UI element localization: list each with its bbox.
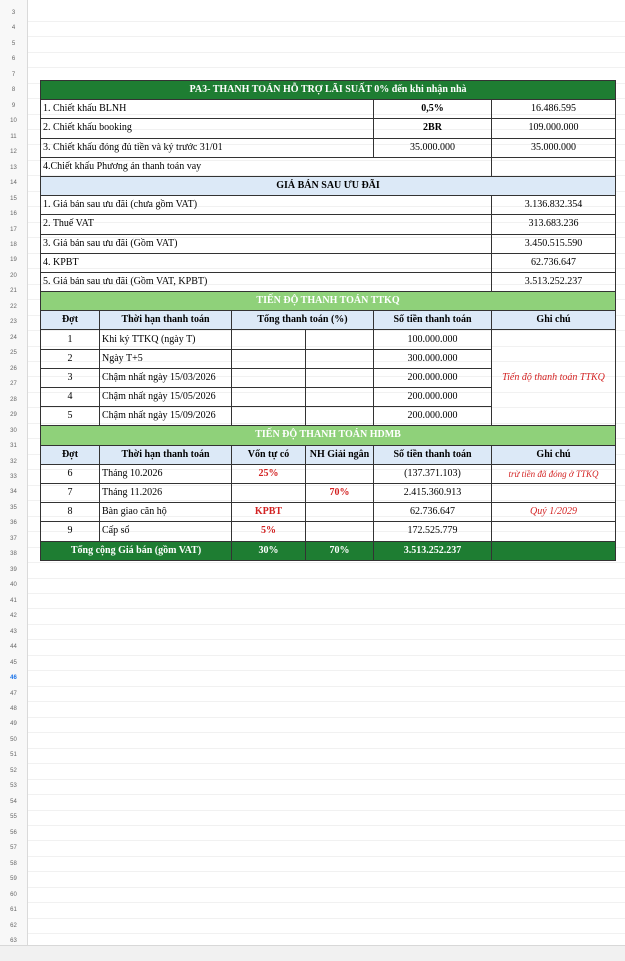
hdmb-term[interactable]: Tháng 11.2026 xyxy=(100,483,232,502)
row-gridline xyxy=(28,21,625,22)
ttkq-dot[interactable]: 3 xyxy=(41,368,100,387)
ttkq-dot[interactable]: 5 xyxy=(41,407,100,426)
row-gridline xyxy=(28,871,625,872)
col-header-note[interactable]: Ghi chú xyxy=(492,311,616,330)
row-number[interactable]: 7 xyxy=(11,71,16,78)
hdmb-dot[interactable]: 7 xyxy=(41,483,100,502)
hdmb-amount[interactable]: 2.415.360.913 xyxy=(374,483,492,502)
bottom-toolbar xyxy=(0,945,625,961)
row-gridline xyxy=(28,670,625,671)
row-number[interactable]: 36 xyxy=(10,520,17,527)
row-number[interactable]: 24 xyxy=(10,334,17,341)
row-number[interactable]: 62 xyxy=(10,922,17,929)
price-value[interactable]: 3.136.832.354 xyxy=(492,196,616,215)
hdmb-bank-disbursement[interactable] xyxy=(306,464,374,483)
hdmb-amount[interactable]: 62.736.647 xyxy=(374,503,492,522)
price-value[interactable]: 3.450.515.590 xyxy=(492,234,616,253)
hdmb-header[interactable]: TIẾN ĐỘ THANH TOÁN HDMB xyxy=(41,426,616,445)
row-number[interactable]: 59 xyxy=(10,876,17,883)
row-number[interactable]: 32 xyxy=(10,458,17,465)
row-gridline xyxy=(28,763,625,764)
row-number[interactable]: 46 xyxy=(10,675,17,682)
row-number[interactable]: 40 xyxy=(10,582,17,589)
price-row xyxy=(41,234,616,253)
row-number[interactable]: 9 xyxy=(11,102,16,109)
ttkq-header-row xyxy=(41,292,616,311)
hdmb-dot[interactable]: 9 xyxy=(41,522,100,541)
ttkq-term[interactable]: Chậm nhất ngày 15/09/2026 xyxy=(100,407,232,426)
row-gridline xyxy=(28,717,625,718)
ttkq-pct-cell[interactable] xyxy=(306,330,374,349)
row-number[interactable]: 5 xyxy=(11,40,16,47)
row-gridline xyxy=(28,639,625,640)
price-header[interactable]: GIÁ BÁN SAU ƯU ĐÃI xyxy=(41,176,616,195)
row-number[interactable]: 14 xyxy=(10,180,17,187)
hdmb-bank-disbursement[interactable] xyxy=(306,503,374,522)
hdmb-dot[interactable]: 8 xyxy=(41,503,100,522)
discount-value[interactable]: 16.486.595 xyxy=(492,100,616,119)
row-number[interactable]: 37 xyxy=(10,535,17,542)
row-number[interactable]: 50 xyxy=(10,736,17,743)
ttkq-pct-cell[interactable] xyxy=(232,330,306,349)
ttkq-pct-cell[interactable] xyxy=(232,407,306,426)
total-row xyxy=(41,541,616,560)
row-number[interactable]: 15 xyxy=(10,195,17,202)
row-number[interactable]: 33 xyxy=(10,474,17,480)
row-gridline xyxy=(28,840,625,841)
col-header-dot[interactable]: Đợt xyxy=(41,311,100,330)
row-number[interactable]: 20 xyxy=(10,272,17,279)
row-gridline xyxy=(28,593,625,594)
hdmb-note[interactable]: trừ tiền đã đóng ở TTKQ xyxy=(492,464,616,483)
hdmb-term[interactable]: Bàn giao căn hộ xyxy=(100,503,232,522)
ttkq-pct-cell[interactable] xyxy=(306,368,374,387)
row-number[interactable]: 25 xyxy=(10,350,17,357)
row-number[interactable]: 34 xyxy=(10,489,17,496)
hdmb-row xyxy=(41,464,616,483)
row-gridline xyxy=(28,887,625,888)
row-gridline xyxy=(28,562,625,563)
row-number[interactable]: 10 xyxy=(10,118,17,125)
row-number[interactable]: 57 xyxy=(10,845,17,852)
discount-label[interactable]: 2. Chiết khấu booking xyxy=(41,119,374,138)
row-gridline xyxy=(28,748,625,749)
discount-amount[interactable]: 35.000.000 xyxy=(374,138,492,157)
row-number[interactable]: 53 xyxy=(10,783,17,790)
row-gridline xyxy=(28,810,625,811)
row-number[interactable]: 11 xyxy=(10,133,17,140)
discount-value[interactable]: 109.000.000 xyxy=(492,119,616,138)
price-label[interactable]: 4. KPBT xyxy=(41,253,492,272)
row-gridline xyxy=(28,52,625,53)
ttkq-header[interactable]: TIẾN ĐỘ THANH TOÁN TTKQ xyxy=(41,292,616,311)
row-number[interactable]: 52 xyxy=(10,767,17,774)
row-number[interactable]: 17 xyxy=(10,226,17,233)
hdmb-note[interactable] xyxy=(492,483,616,502)
discount-label[interactable]: 3. Chiết khấu đóng đủ tiền và ký trước 31/01 xyxy=(41,138,374,157)
row-number[interactable]: 38 xyxy=(10,551,17,558)
hdmb-own-capital[interactable]: KPBT xyxy=(232,503,306,522)
price-row xyxy=(41,253,616,272)
ttkq-amount[interactable]: 300.000.000 xyxy=(374,349,492,368)
ttkq-pct-cell[interactable] xyxy=(232,349,306,368)
row-number[interactable]: 27 xyxy=(10,381,17,388)
row-number[interactable]: 45 xyxy=(10,659,17,666)
row-number[interactable]: 54 xyxy=(10,798,17,805)
row-gridline xyxy=(28,732,625,733)
ttkq-dot[interactable]: 2 xyxy=(41,349,100,368)
ttkq-note[interactable]: Tiến độ thanh toán TTKQ xyxy=(492,330,616,426)
row-number[interactable]: 55 xyxy=(10,814,17,821)
row-number[interactable]: 44 xyxy=(10,644,17,651)
sheet-title[interactable]: PA3- THANH TOÁN HỖ TRỢ LÃI SUẤT 0% đến khi nhận nhà xyxy=(41,81,616,100)
price-value[interactable]: 62.736.647 xyxy=(492,253,616,272)
hdmb-own-capital[interactable]: 25% xyxy=(232,464,306,483)
ttkq-dot[interactable]: 1 xyxy=(41,330,100,349)
row-gridline xyxy=(28,624,625,625)
row-number[interactable]: 19 xyxy=(10,257,17,264)
row-number[interactable]: 12 xyxy=(10,149,17,156)
hdmb-header-row xyxy=(41,426,616,445)
hdmb-bank-disbursement[interactable] xyxy=(306,522,374,541)
ttkq-term[interactable]: Chậm nhất ngày 15/03/2026 xyxy=(100,368,232,387)
price-label[interactable]: 2. Thuế VAT xyxy=(41,215,492,234)
col-header-term[interactable]: Thời hạn thanh toán xyxy=(100,445,232,464)
total-amount[interactable]: 3.513.252.237 xyxy=(374,541,492,560)
col-header-bank-disbursement[interactable]: NH Giải ngân xyxy=(306,445,374,464)
row-number[interactable]: 58 xyxy=(10,860,17,867)
title-row xyxy=(41,81,616,100)
hdmb-note[interactable] xyxy=(492,522,616,541)
hdmb-term[interactable]: Cấp sổ xyxy=(100,522,232,541)
row-number[interactable]: 28 xyxy=(10,396,17,403)
row-number[interactable]: 35 xyxy=(10,504,17,511)
hdmb-amount[interactable]: 172.525.779 xyxy=(374,522,492,541)
total-bank-disbursement[interactable]: 70% xyxy=(306,541,374,560)
ttkq-amount[interactable]: 200.000.000 xyxy=(374,407,492,426)
hdmb-row xyxy=(41,483,616,502)
price-value[interactable]: 313.683.236 xyxy=(492,215,616,234)
row-number[interactable]: 60 xyxy=(10,891,17,898)
row-number[interactable]: 49 xyxy=(10,721,17,728)
hdmb-own-capital[interactable] xyxy=(232,483,306,502)
row-gridline xyxy=(28,578,625,579)
row-number[interactable]: 18 xyxy=(10,242,17,248)
ttkq-column-headers xyxy=(41,311,616,330)
row-number[interactable]: 13 xyxy=(10,164,17,171)
col-header-term[interactable]: Thời hạn thanh toán xyxy=(100,311,232,330)
row-number[interactable]: 6 xyxy=(11,56,16,63)
row-gridline xyxy=(28,933,625,934)
hdmb-note[interactable]: Quý 1/2029 xyxy=(492,503,616,522)
payment-sheet-table xyxy=(40,80,616,561)
row-number[interactable]: 43 xyxy=(10,628,17,635)
row-number[interactable]: 51 xyxy=(10,752,17,759)
discount-value[interactable] xyxy=(492,157,616,176)
col-header-dot[interactable]: Đợt xyxy=(41,445,100,464)
row-number[interactable]: 61 xyxy=(10,907,17,914)
hdmb-bank-disbursement[interactable]: 70% xyxy=(306,483,374,502)
col-header-total-pct[interactable]: Tổng thanh toán (%) xyxy=(232,311,374,330)
price-label[interactable]: 3. Giá bán sau ưu đãi (Gồm VAT) xyxy=(41,234,492,253)
discount-row xyxy=(41,119,616,138)
row-number[interactable]: 39 xyxy=(10,566,17,573)
ttkq-amount[interactable]: 200.000.000 xyxy=(374,388,492,407)
row-number[interactable]: 56 xyxy=(10,829,17,836)
hdmb-term[interactable]: Tháng 10.2026 xyxy=(100,464,232,483)
row-number[interactable]: 23 xyxy=(10,319,17,326)
col-header-note[interactable]: Ghi chú xyxy=(492,445,616,464)
discount-label[interactable]: 1. Chiết khấu BLNH xyxy=(41,100,374,119)
row-number[interactable]: 22 xyxy=(10,303,17,310)
ttkq-amount[interactable]: 200.000.000 xyxy=(374,368,492,387)
discount-row xyxy=(41,157,616,176)
row-number[interactable]: 41 xyxy=(10,597,17,604)
row-number[interactable]: 26 xyxy=(10,365,17,372)
row-number[interactable]: 63 xyxy=(10,938,17,944)
price-row xyxy=(41,215,616,234)
hdmb-column-headers xyxy=(41,445,616,464)
ttkq-pct-cell[interactable] xyxy=(232,388,306,407)
hdmb-amount[interactable]: (137.371.103) xyxy=(374,464,492,483)
ttkq-pct-cell[interactable] xyxy=(306,407,374,426)
row-gridline xyxy=(28,856,625,857)
col-header-amount[interactable]: Số tiền thanh toán xyxy=(374,445,492,464)
row-number[interactable]: 4 xyxy=(11,25,16,32)
ttkq-term[interactable]: Khi ký TTKQ (ngày T) xyxy=(100,330,232,349)
discount-rate[interactable]: 0,5% xyxy=(374,100,492,119)
row-number[interactable]: 42 xyxy=(10,613,17,620)
ttkq-pct-cell[interactable] xyxy=(306,349,374,368)
ttkq-row xyxy=(41,330,616,349)
row-gridline xyxy=(28,701,625,702)
hdmb-row xyxy=(41,503,616,522)
ttkq-dot[interactable]: 4 xyxy=(41,388,100,407)
row-gridline xyxy=(28,655,625,656)
ttkq-amount[interactable]: 100.000.000 xyxy=(374,330,492,349)
col-header-amount[interactable]: Số tiền thanh toán xyxy=(374,311,492,330)
row-number[interactable]: 30 xyxy=(10,427,17,434)
row-number[interactable]: 8 xyxy=(11,87,16,94)
total-note[interactable] xyxy=(492,541,616,560)
hdmb-dot[interactable]: 6 xyxy=(41,464,100,483)
row-gridline xyxy=(28,686,625,687)
row-gridline xyxy=(28,794,625,795)
row-gridline xyxy=(28,608,625,609)
discount-row xyxy=(41,100,616,119)
hdmb-row xyxy=(41,522,616,541)
discount-value[interactable]: 35.000.000 xyxy=(492,138,616,157)
row-number[interactable]: 16 xyxy=(10,211,17,218)
total-own-capital[interactable]: 30% xyxy=(232,541,306,560)
discount-type[interactable]: 2BR xyxy=(374,119,492,138)
ttkq-pct-cell[interactable] xyxy=(306,388,374,407)
row-number[interactable]: 29 xyxy=(10,412,17,419)
row-gridline xyxy=(28,902,625,903)
ttkq-term[interactable]: Ngày T+5 xyxy=(100,349,232,368)
ttkq-pct-cell[interactable] xyxy=(232,368,306,387)
price-value[interactable]: 3.513.252.237 xyxy=(492,272,616,291)
discount-label[interactable]: 4.Chiết khấu Phương án thanh toán vay xyxy=(41,157,492,176)
price-row xyxy=(41,196,616,215)
row-gridline xyxy=(28,67,625,68)
price-label[interactable]: 1. Giá bán sau ưu đãi (chưa gồm VAT) xyxy=(41,196,492,215)
discount-row xyxy=(41,138,616,157)
price-label[interactable]: 5. Giá bán sau ưu đãi (Gồm VAT, KPBT) xyxy=(41,272,492,291)
row-number[interactable]: 3 xyxy=(11,10,16,16)
row-gridline xyxy=(28,918,625,919)
row-number[interactable]: 31 xyxy=(10,443,17,450)
row-gridline xyxy=(28,779,625,780)
row-number[interactable]: 21 xyxy=(10,288,17,295)
hdmb-own-capital[interactable]: 5% xyxy=(232,522,306,541)
price-header-row xyxy=(41,176,616,195)
total-label[interactable]: Tổng cộng Giá bán (gồm VAT) xyxy=(41,541,232,560)
col-header-own-capital[interactable]: Vốn tự có xyxy=(232,445,306,464)
ttkq-term[interactable]: Chậm nhất ngày 15/05/2026 xyxy=(100,388,232,407)
row-number[interactable]: 48 xyxy=(10,706,17,712)
row-gridline xyxy=(28,825,625,826)
price-row xyxy=(41,272,616,291)
row-number[interactable]: 47 xyxy=(10,690,17,697)
row-gridline xyxy=(28,36,625,37)
